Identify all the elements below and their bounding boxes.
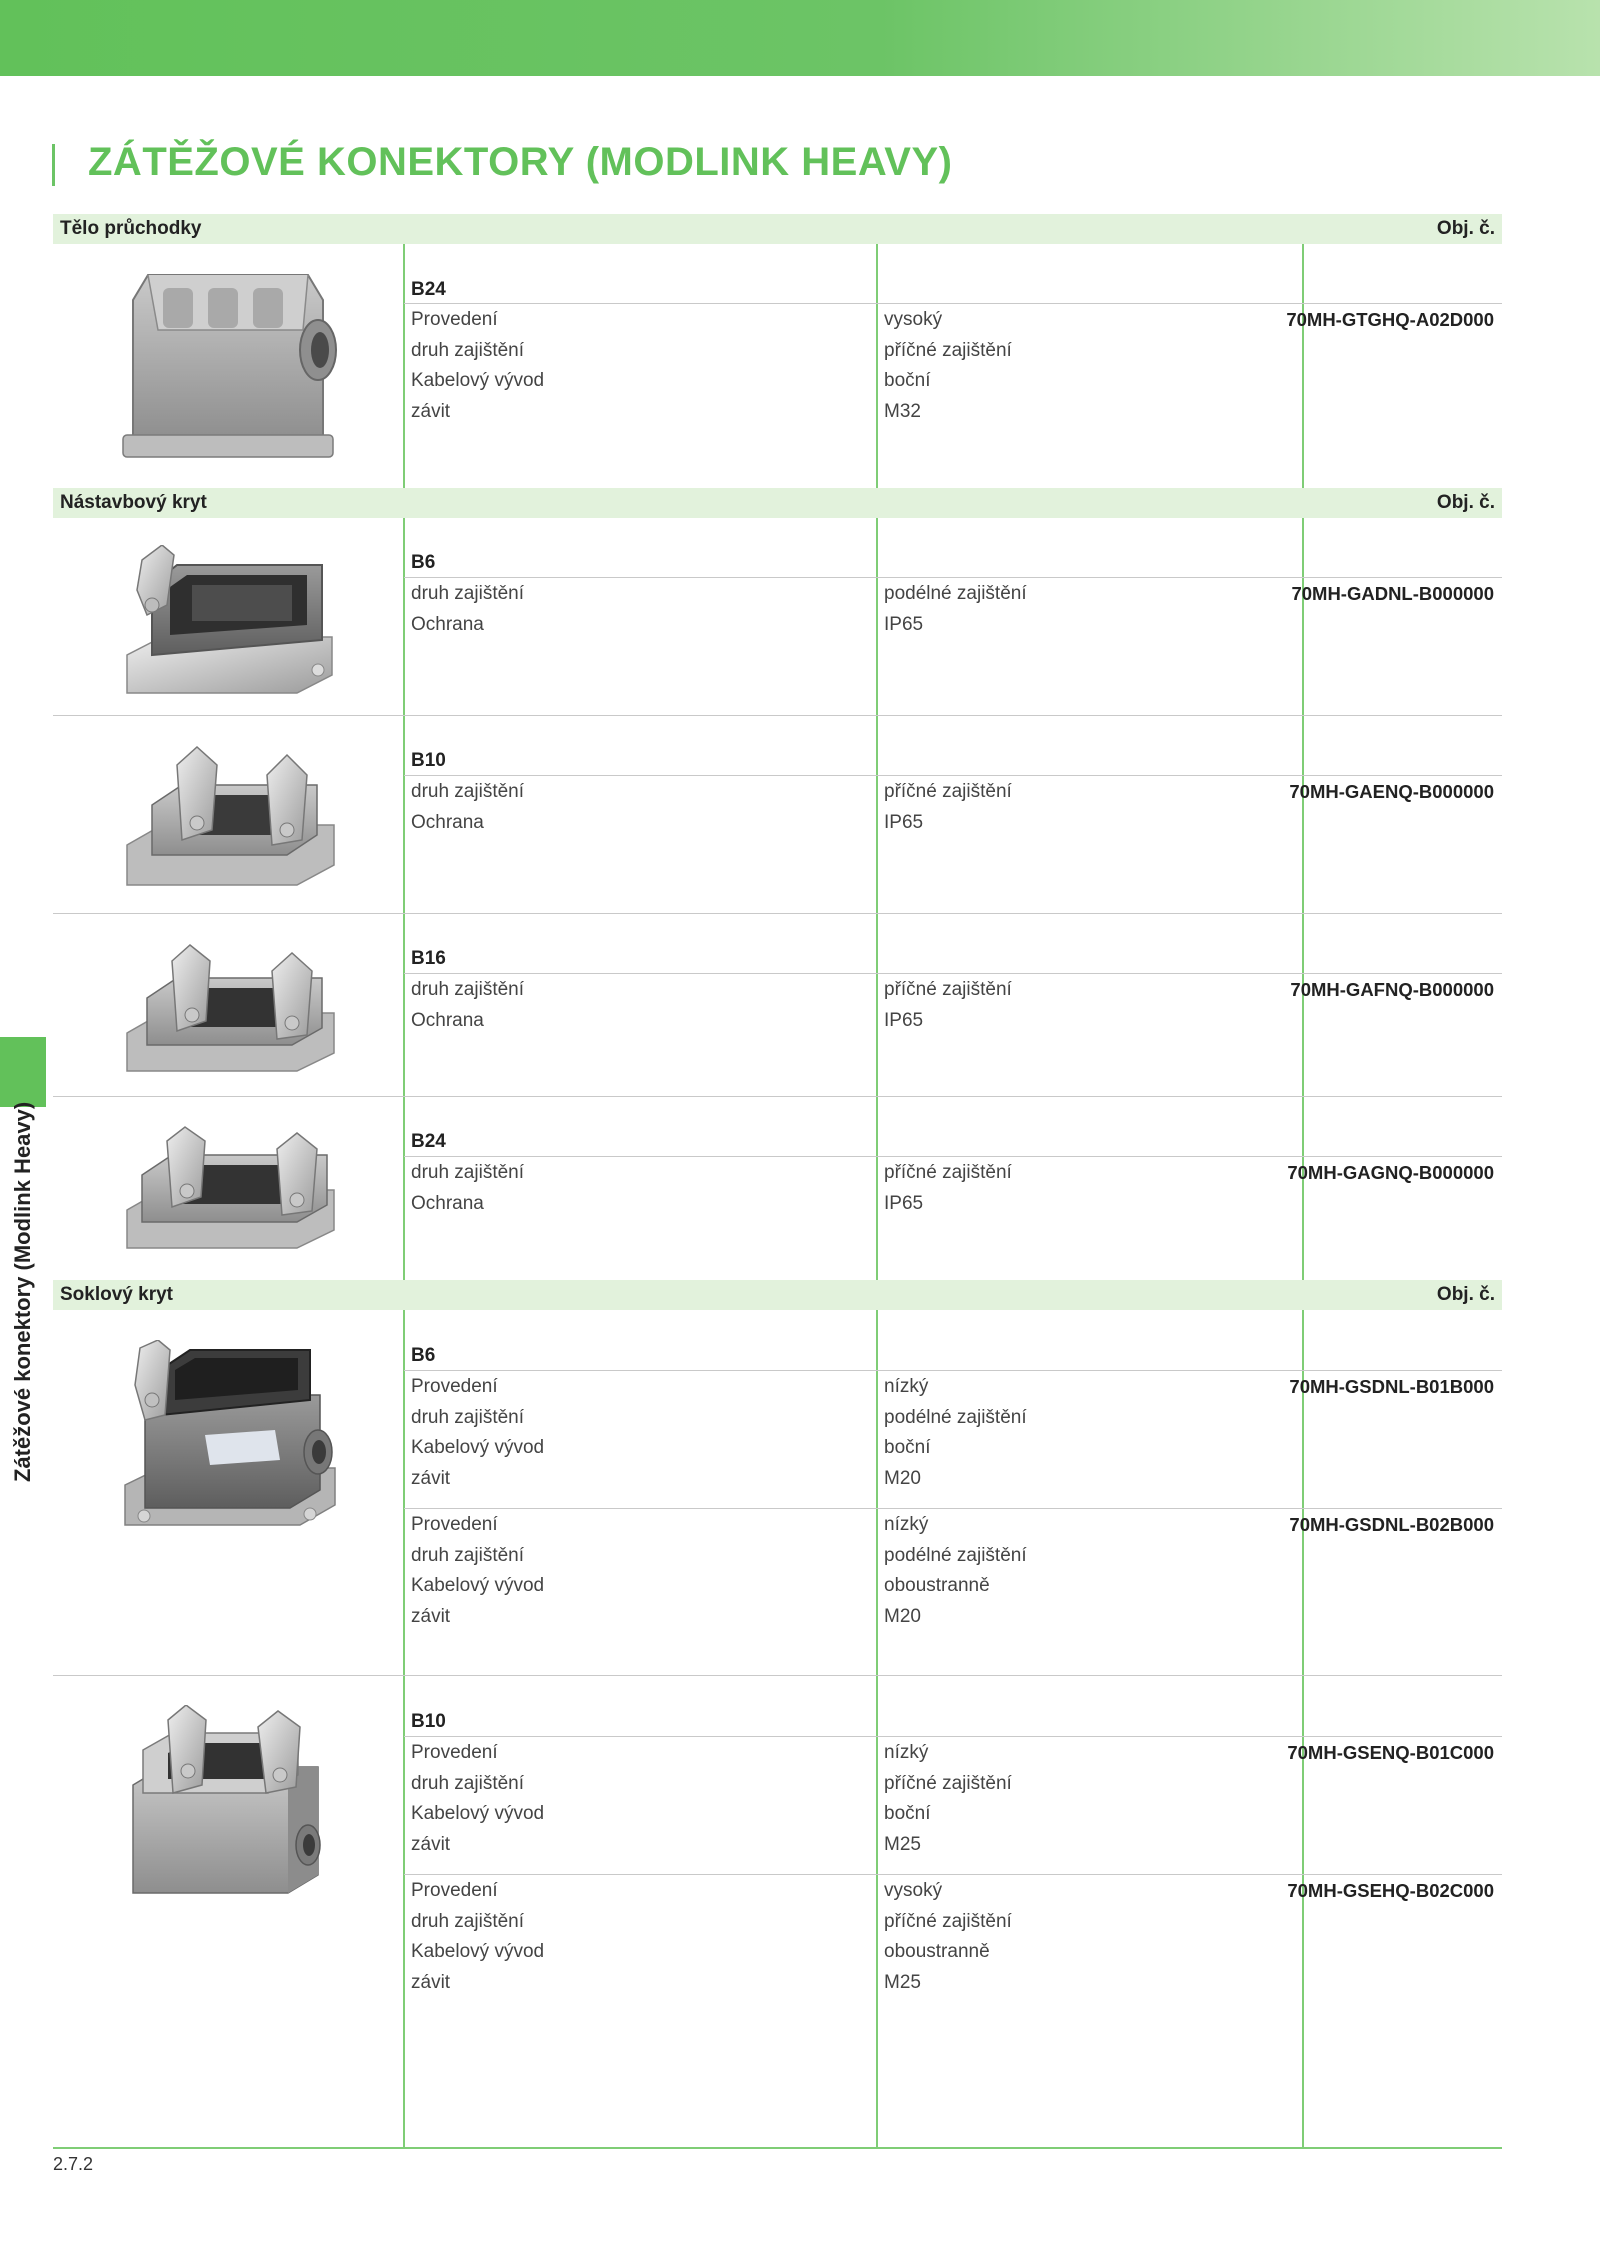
product-size: B6 [411, 1345, 436, 1366]
spec-value: nízký [884, 1742, 929, 1763]
spec-labels [411, 1158, 524, 1219]
row-divider [404, 973, 1502, 974]
product-size: B10 [411, 750, 446, 771]
base-housing-double-lever-icon [128, 1705, 338, 1895]
row-divider [53, 1096, 1502, 1097]
surface-housing-double-lever-icon [122, 1125, 340, 1250]
order-code: 70MH-GAENQ-B000000 [1289, 781, 1494, 802]
spec-label: druh zajištění [411, 583, 525, 604]
chapter-label: Zátěžové konektory (Modlink Heavy) [10, 1101, 35, 1482]
spec-label: Kabelový vývod [411, 370, 545, 391]
spec-values [884, 305, 1012, 427]
spec-value: boční [884, 370, 931, 391]
spec-label: druh zajištění [411, 1910, 525, 1932]
order-code: 70MH-GTGHQ-A02D000 [1286, 309, 1494, 330]
spec-label: Provedení [411, 1514, 498, 1535]
spec-value: příčné zajištění [884, 781, 1012, 802]
spec-labels [411, 305, 544, 427]
surface-housing-double-lever-icon [122, 745, 340, 887]
spec-label: závit [411, 1467, 451, 1489]
spec-values [884, 1738, 1012, 1860]
spec-values [884, 1510, 1027, 1632]
spec-value: M32 [884, 400, 921, 422]
spec-value: nízký [884, 1376, 929, 1397]
product-size: B16 [411, 948, 446, 969]
section-header-bar [53, 1280, 1502, 1310]
surface-housing-single-lever-icon [122, 545, 340, 695]
section-title: Soklový kryt [60, 1284, 173, 1305]
order-code: 70MH-GSENQ-B01C000 [1287, 1742, 1494, 1763]
spec-labels [411, 579, 524, 640]
spec-label: druh zajištění [411, 1544, 525, 1566]
spec-label: závit [411, 1833, 451, 1855]
spec-value: boční [884, 1803, 931, 1824]
spec-labels [411, 1510, 544, 1632]
spec-values [884, 777, 1012, 838]
spec-value: příčné zajištění [884, 979, 1012, 1000]
row-divider [53, 913, 1502, 914]
spec-value: vysoký [884, 1880, 943, 1901]
spec-label: druh zajištění [411, 979, 525, 1000]
spec-value: IP65 [884, 1192, 924, 1214]
spec-label: Kabelový vývod [411, 1941, 545, 1962]
spec-label: druh zajištění [411, 339, 525, 361]
spec-label: druh zajištění [411, 1772, 525, 1794]
spec-value: M20 [884, 1467, 921, 1489]
section-header-bar [53, 214, 1502, 244]
spec-value: příčné zajištění [884, 1162, 1012, 1183]
title-marker [52, 144, 55, 186]
spec-label: Provedení [411, 1742, 498, 1763]
spec-values [884, 975, 1012, 1036]
spec-value: podélné zajištění [884, 1406, 1027, 1428]
row-divider [404, 1370, 1502, 1371]
spec-labels [411, 777, 524, 838]
spec-label: závit [411, 1971, 451, 1993]
spec-value: IP65 [884, 1009, 924, 1031]
spec-label: Kabelový vývod [411, 1803, 545, 1824]
order-code: 70MH-GAGNQ-B000000 [1287, 1162, 1494, 1183]
order-number-header: Obj. č. [1436, 218, 1495, 239]
spec-label: Provedení [411, 1880, 498, 1901]
spec-value: boční [884, 1437, 931, 1458]
order-number-header: Obj. č. [1436, 1284, 1495, 1305]
spec-labels [411, 975, 524, 1036]
page-title: ZÁTĚŽOVÉ KONEKTORY (MODLINK HEAVY) [88, 140, 953, 184]
spec-label: druh zajištění [411, 1406, 525, 1428]
row-divider [404, 1508, 1502, 1509]
spec-value: příčné zajištění [884, 1772, 1012, 1794]
top-banner [0, 0, 1600, 76]
spec-value: příčné zajištění [884, 339, 1012, 361]
row-divider [404, 1736, 1502, 1737]
row-divider [404, 577, 1502, 578]
order-code: 70MH-GSDNL-B01B000 [1289, 1376, 1494, 1397]
spec-values [884, 579, 1027, 640]
spec-label: Kabelový vývod [411, 1575, 545, 1596]
spec-value: vysoký [884, 309, 943, 330]
spec-labels [411, 1876, 544, 1998]
spec-label: Ochrana [411, 1009, 484, 1031]
product-size: B24 [411, 279, 446, 300]
spec-label: Ochrana [411, 811, 484, 833]
base-housing-single-lever-icon [120, 1340, 340, 1530]
bottom-rule [53, 2147, 1502, 2149]
spec-value: podélné zajištění [884, 1544, 1027, 1566]
spec-value: příčné zajištění [884, 1910, 1012, 1932]
spec-value: M25 [884, 1833, 921, 1855]
row-divider [404, 775, 1502, 776]
spec-values [884, 1372, 1027, 1494]
spec-label: závit [411, 400, 451, 422]
spec-labels [411, 1738, 544, 1860]
spec-labels [411, 1372, 544, 1494]
spec-label: Ochrana [411, 1192, 484, 1214]
section-header-bar [53, 488, 1502, 518]
spec-value: podélné zajištění [884, 583, 1027, 604]
spec-values [884, 1158, 1012, 1219]
spec-value: M20 [884, 1605, 921, 1627]
product-size: B24 [411, 1131, 446, 1152]
order-number-header: Obj. č. [1436, 492, 1495, 513]
row-divider [404, 303, 1502, 304]
spec-value: oboustranně [884, 1941, 990, 1962]
spec-label: závit [411, 1605, 451, 1627]
section-title: Nástavbový kryt [60, 492, 207, 513]
section-title: Tělo průchodky [60, 218, 202, 239]
spec-value: nízký [884, 1514, 929, 1535]
spec-values [884, 1876, 1012, 1998]
hood-side-entry-icon [118, 270, 338, 470]
row-divider [53, 715, 1502, 716]
order-code: 70MH-GADNL-B000000 [1291, 583, 1494, 604]
spec-label: Kabelový vývod [411, 1437, 545, 1458]
order-code: 70MH-GAFNQ-B000000 [1290, 979, 1494, 1000]
page-number: 2.7.2 [53, 2154, 94, 2174]
spec-label: Ochrana [411, 613, 484, 635]
spec-value: IP65 [884, 613, 924, 635]
spec-value: M25 [884, 1971, 921, 1993]
spec-label: Provedení [411, 1376, 498, 1397]
row-divider [404, 1874, 1502, 1875]
spec-value: IP65 [884, 811, 924, 833]
product-size: B10 [411, 1711, 446, 1732]
spec-label: druh zajištění [411, 1162, 525, 1183]
order-code: 70MH-GSDNL-B02B000 [1289, 1514, 1494, 1535]
spec-label: druh zajištění [411, 781, 525, 802]
row-divider [404, 1156, 1502, 1157]
order-code: 70MH-GSEHQ-B02C000 [1287, 1880, 1494, 1901]
surface-housing-double-lever-icon [122, 943, 340, 1073]
product-size: B6 [411, 552, 436, 573]
spec-label: Provedení [411, 309, 498, 330]
spec-value: oboustranně [884, 1575, 990, 1596]
row-divider [53, 1675, 1502, 1676]
